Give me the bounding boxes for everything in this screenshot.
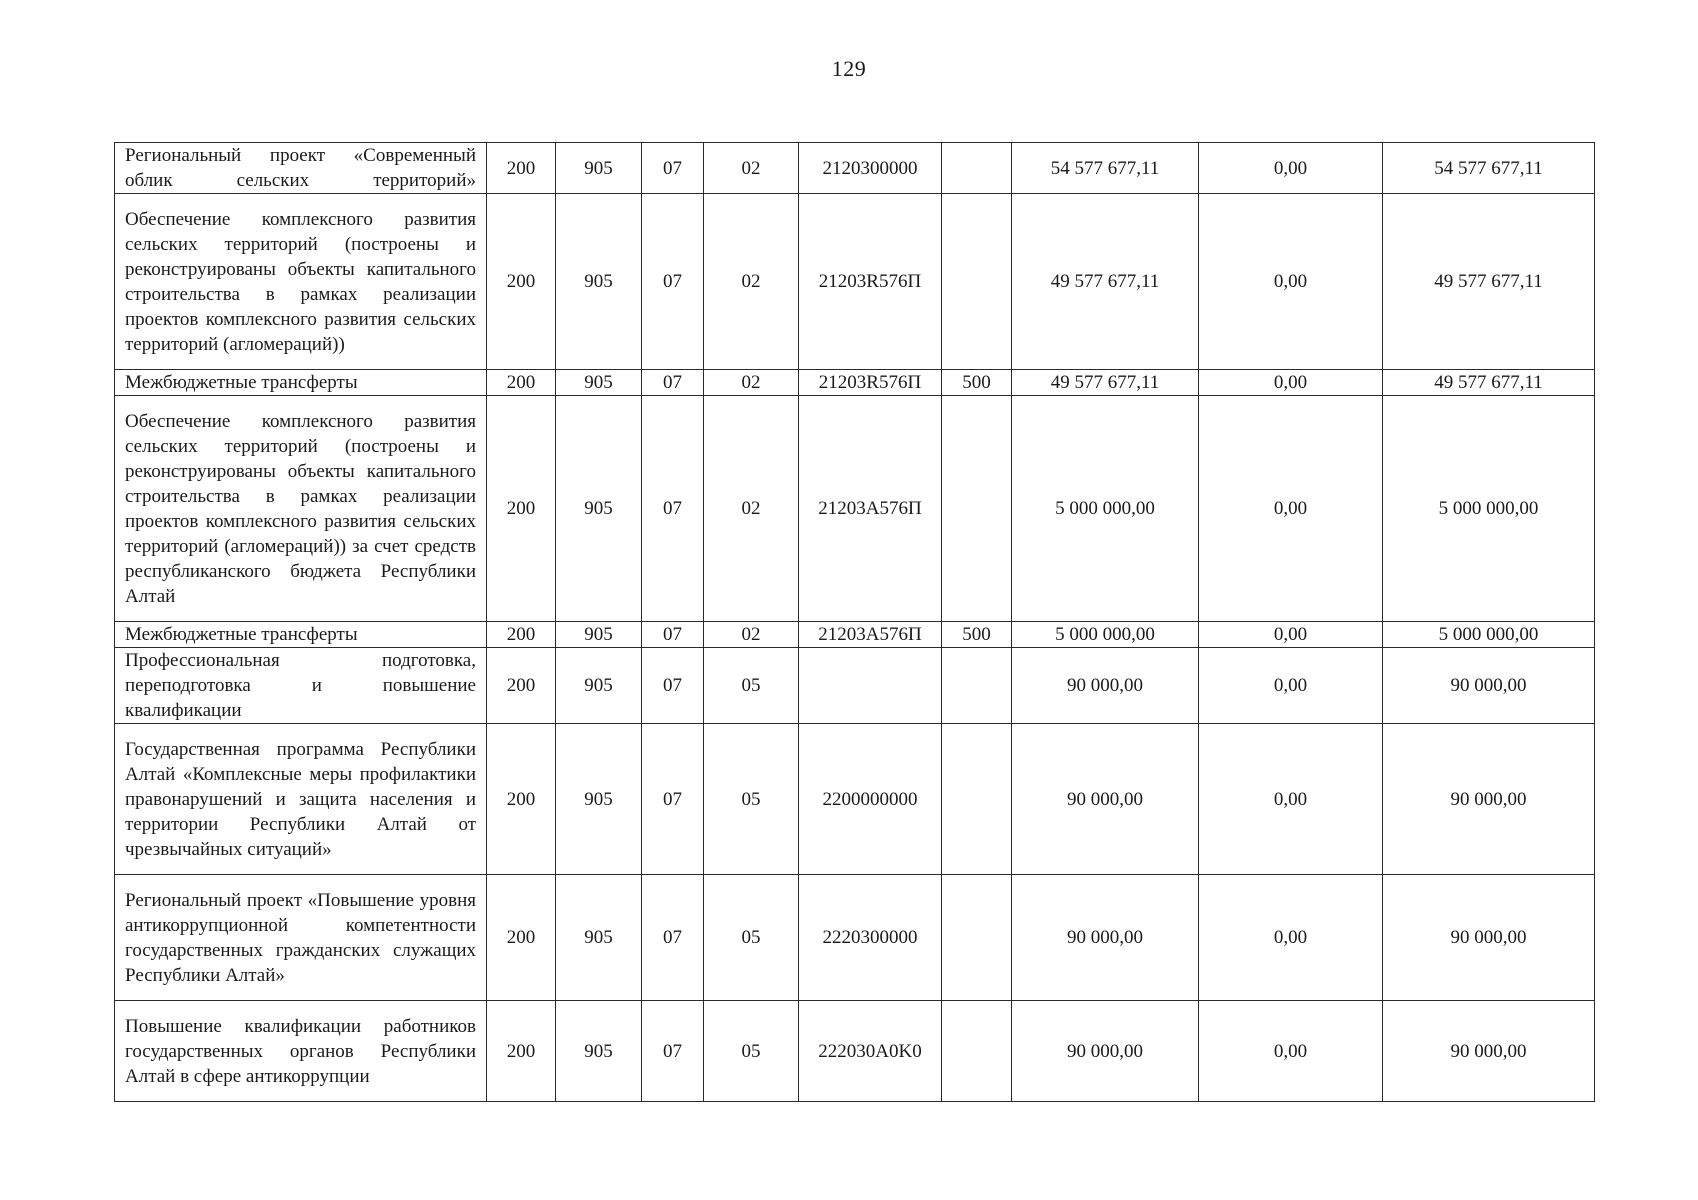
cell-type — [942, 875, 1012, 1001]
cell-c3: 07 — [642, 143, 704, 194]
cell-c1: 200 — [487, 724, 556, 875]
cell-c2: 905 — [556, 875, 642, 1001]
cell-type — [942, 724, 1012, 875]
cell-c3: 07 — [642, 724, 704, 875]
cell-sum1: 90 000,00 — [1012, 724, 1199, 875]
cell-c1: 200 — [487, 143, 556, 194]
cell-c2: 905 — [556, 648, 642, 724]
cell-sum2: 0,00 — [1199, 194, 1383, 370]
cell-sum2: 0,00 — [1199, 648, 1383, 724]
cell-c4: 05 — [704, 1001, 799, 1102]
cell-sum3: 54 577 677,11 — [1383, 143, 1595, 194]
budget-table — [114, 142, 1595, 1102]
cell-sum1: 49 577 677,11 — [1012, 370, 1199, 396]
table-row — [115, 622, 1595, 648]
cell-c3: 07 — [642, 396, 704, 622]
cell-c3: 07 — [642, 1001, 704, 1102]
cell-c2: 905 — [556, 143, 642, 194]
row-name: Межбюджетные трансферты — [115, 370, 487, 396]
cell-code: 222030A0K0 — [799, 1001, 942, 1102]
cell-c4: 02 — [704, 194, 799, 370]
cell-c4: 02 — [704, 370, 799, 396]
cell-c4: 02 — [704, 143, 799, 194]
cell-code: 2220300000 — [799, 875, 942, 1001]
cell-sum3: 49 577 677,11 — [1383, 370, 1595, 396]
cell-type: 500 — [942, 622, 1012, 648]
row-name: Региональный проект «Повышение уровня антикоррупционной компетентности государственных гражданских служащих Республики Алтай» — [115, 875, 487, 1001]
cell-c3: 07 — [642, 194, 704, 370]
cell-code: 21203A576П — [799, 622, 942, 648]
cell-sum3: 90 000,00 — [1383, 875, 1595, 1001]
cell-c4: 05 — [704, 875, 799, 1001]
cell-c3: 07 — [642, 648, 704, 724]
table-row — [115, 648, 1595, 724]
cell-type — [942, 1001, 1012, 1102]
row-name: Обеспечение комплексного развития сельских территорий (построены и реконструированы объекты капитального строительства в рамках реализации проектов комплексного развития сельских территорий (агломераций)) — [115, 194, 487, 370]
cell-c2: 905 — [556, 1001, 642, 1102]
cell-c3: 07 — [642, 875, 704, 1001]
cell-sum3: 90 000,00 — [1383, 1001, 1595, 1102]
table-row — [115, 1001, 1595, 1102]
cell-sum2: 0,00 — [1199, 370, 1383, 396]
cell-sum1: 5 000 000,00 — [1012, 396, 1199, 622]
cell-c4: 02 — [704, 622, 799, 648]
table-row — [115, 724, 1595, 875]
cell-c1: 200 — [487, 622, 556, 648]
cell-code: 21203R576П — [799, 194, 942, 370]
cell-c2: 905 — [556, 396, 642, 622]
cell-sum3: 90 000,00 — [1383, 724, 1595, 875]
cell-c4: 05 — [704, 724, 799, 875]
cell-c1: 200 — [487, 194, 556, 370]
cell-type: 500 — [942, 370, 1012, 396]
cell-sum2: 0,00 — [1199, 622, 1383, 648]
cell-c2: 905 — [556, 724, 642, 875]
cell-sum1: 90 000,00 — [1012, 875, 1199, 1001]
cell-c4: 05 — [704, 648, 799, 724]
cell-sum3: 5 000 000,00 — [1383, 396, 1595, 622]
cell-type — [942, 143, 1012, 194]
cell-c1: 200 — [487, 370, 556, 396]
cell-code: 2200000000 — [799, 724, 942, 875]
cell-sum1: 90 000,00 — [1012, 648, 1199, 724]
cell-sum1: 49 577 677,11 — [1012, 194, 1199, 370]
cell-code: 21203R576П — [799, 370, 942, 396]
cell-sum3: 49 577 677,11 — [1383, 194, 1595, 370]
row-name: Повышение квалификации работников государственных органов Республики Алтай в сфере антикоррупции — [115, 1001, 487, 1102]
cell-c3: 07 — [642, 622, 704, 648]
cell-sum2: 0,00 — [1199, 143, 1383, 194]
cell-type — [942, 396, 1012, 622]
cell-sum3: 5 000 000,00 — [1383, 622, 1595, 648]
cell-sum1: 54 577 677,11 — [1012, 143, 1199, 194]
table-row — [115, 396, 1595, 622]
cell-sum2: 0,00 — [1199, 875, 1383, 1001]
table-row — [115, 875, 1595, 1001]
cell-code: 2120300000 — [799, 143, 942, 194]
cell-c4: 02 — [704, 396, 799, 622]
cell-type — [942, 194, 1012, 370]
row-name: Профессиональная подготовка, переподготовка и повышение квалификации — [115, 648, 487, 724]
cell-c1: 200 — [487, 396, 556, 622]
cell-c1: 200 — [487, 648, 556, 724]
page-number: 129 — [831, 56, 867, 81]
cell-c2: 905 — [556, 622, 642, 648]
row-name: Обеспечение комплексного развития сельских территорий (построены и реконструированы объекты капитального строительства в рамках реализации проектов комплексного развития сельских территорий (агломераций)) за счет средств республиканского бюджета Республики Алтай — [115, 396, 487, 622]
cell-c1: 200 — [487, 1001, 556, 1102]
cell-type — [942, 648, 1012, 724]
cell-c3: 07 — [642, 370, 704, 396]
cell-sum1: 90 000,00 — [1012, 1001, 1199, 1102]
table-row — [115, 143, 1595, 194]
cell-sum2: 0,00 — [1199, 1001, 1383, 1102]
cell-c2: 905 — [556, 194, 642, 370]
cell-c1: 200 — [487, 875, 556, 1001]
table-row — [115, 370, 1595, 396]
table-row — [115, 194, 1595, 370]
row-name: Государственная программа Республики Алтай «Комплексные меры профилактики правонарушений и защита населения и территории Республики Алтай от чрезвычайных ситуаций» — [115, 724, 487, 875]
cell-code: 21203A576П — [799, 396, 942, 622]
cell-sum2: 0,00 — [1199, 724, 1383, 875]
cell-c2: 905 — [556, 370, 642, 396]
cell-sum2: 0,00 — [1199, 396, 1383, 622]
row-name: Региональный проект «Современный облик сельских территорий» — [115, 143, 487, 194]
row-name: Межбюджетные трансферты — [115, 622, 487, 648]
cell-sum1: 5 000 000,00 — [1012, 622, 1199, 648]
cell-code — [799, 648, 942, 724]
cell-sum3: 90 000,00 — [1383, 648, 1595, 724]
